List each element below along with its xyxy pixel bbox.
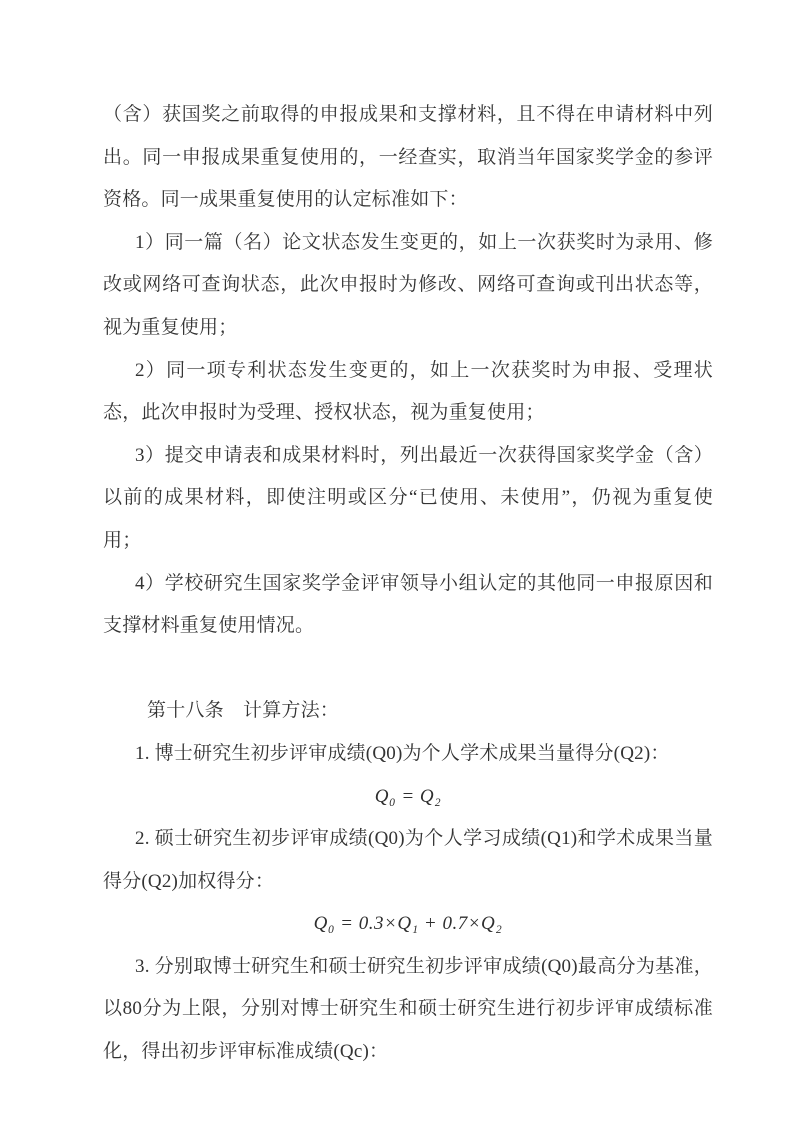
formula-doctoral-score: Q₀ = Q₂ [374, 785, 442, 807]
calc-method-item-1: 1. 博士研究生初步评审成绩(Q0)为个人学术成果当量得分(Q2)： [135, 742, 670, 764]
page-content [103, 94, 713, 1074]
formula-master-score: Q₀ = 0.3×Q₁ + 0.7×Q₂ [313, 913, 503, 935]
calc-method-item-2: 2. 硕士研究生初步评审成绩(Q0)为个人学习成绩(Q1)和学术成果当量得分(Q2)加权得分： [103, 828, 713, 892]
intro-continued-paragraph: （含）获国奖之前取得的申报成果和支撑材料，且不得在申请材料中列出。同一申报成果重复使用的，一经查实，取消当年国家奖学金的参评资格。同一成果重复使用的认定标准如下： [103, 104, 713, 211]
duplicate-use-criterion-4: 4）学校研究生国家奖学金评审领导小组认定的其他同一申报原因和支撑材料重复使用情况。 [103, 572, 713, 637]
duplicate-use-criterion-2: 2）同一项专利状态发生变更的，如上一次获奖时为申报、受理状态，此次申报时为受理、授权状态，视为重复使用； [103, 359, 713, 424]
calc-method-item-3: 3. 分别取博士研究生和硕士研究生初步评审成绩(Q0)最高分为基准，以80分为上限，分别对博士研究生和硕士研究生进行初步评审成绩标准化，得出初步评审标准成绩(Qc)： [103, 955, 713, 1063]
article-18-heading: 第十八条 计算方法： [147, 700, 340, 722]
duplicate-use-criterion-1: 1）同一篇（名）论文状态发生变更的，如上一次获奖时为录用、修改或网络可查询状态，此次申报时为修改、网络可查询或刊出状态等，视为重复使用； [103, 231, 713, 338]
blank-line [103, 648, 713, 691]
duplicate-use-criterion-3: 3）提交申请表和成果材料时，列出最近一次获得国家奖学金（含）以前的成果材料，即使注明或区分“已使用、未使用”，仍视为重复使用； [103, 444, 713, 551]
